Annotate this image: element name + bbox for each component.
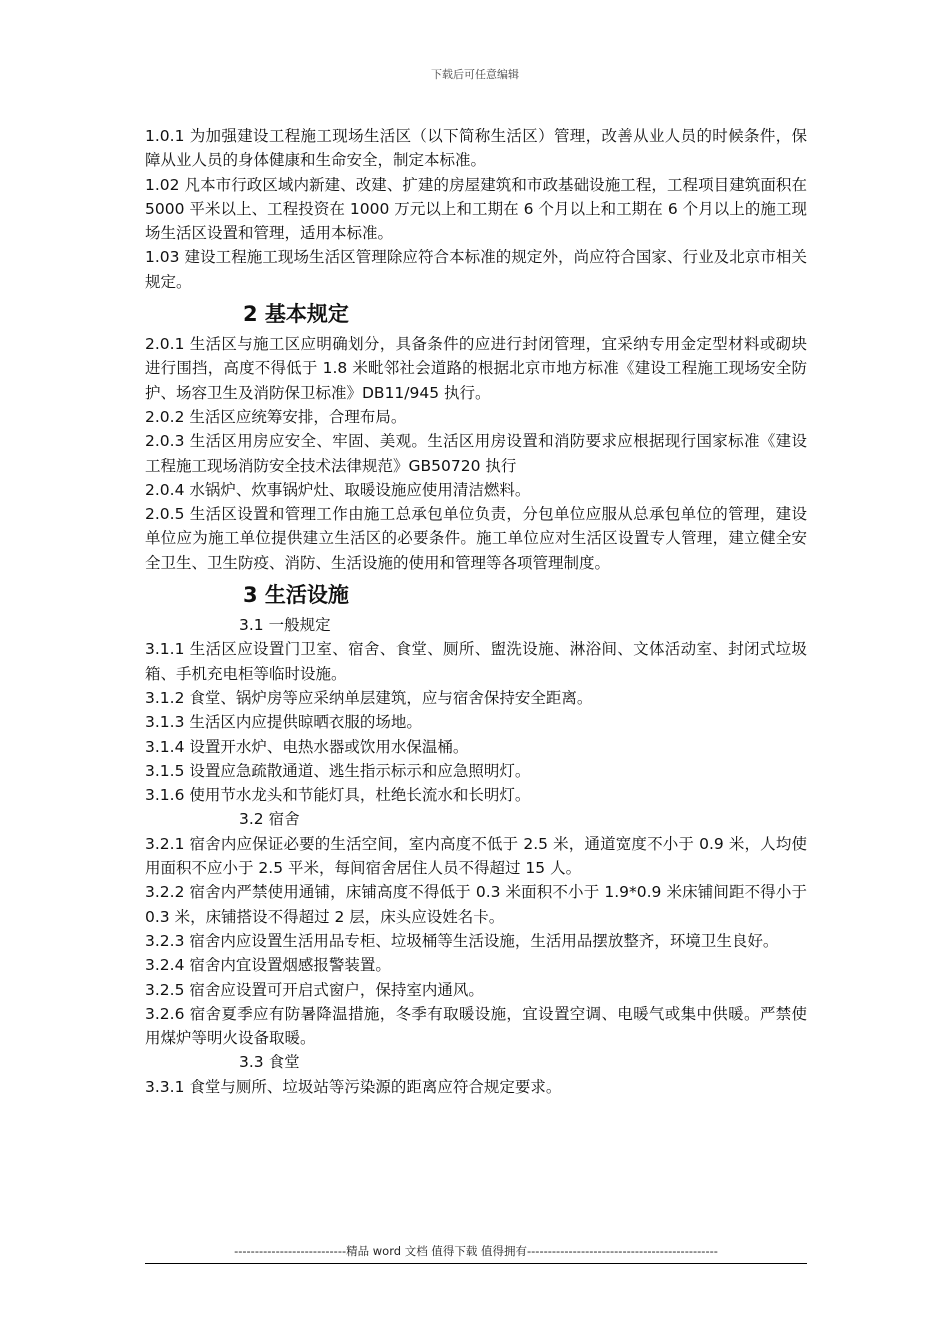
paragraph-3-3-1: 3.3.1 食堂与厕所、垃圾站等污染源的距离应符合规定要求。	[145, 1077, 562, 1096]
footer-divider	[145, 1263, 807, 1264]
paragraph-3-2-5: 3.2.5 宿舍应设置可开启式窗户，保持室内通风。	[145, 980, 484, 999]
section-3-heading: 3 生活设施	[243, 583, 349, 608]
paragraph-1-02: 1.02 凡本市行政区域内新建、改建、扩建的房屋建筑和市政基础设施工程，工程项目建筑面积在 5000 平米以上、工程投资在 1000 万元以上和工期在 6 个月以上和工期在 6 个月以上的施工现场生活区设置和管理，适用本标准。	[145, 175, 807, 243]
paragraph-3-2-1: 3.2.1 宿舍内应保证必要的生活空间，室内高度不低于 2.5 米，通道宽度不小于 0.9 米，人均使用面积不应小于 2.5 平米，每间宿舍居住人员不得超过 15 人。	[145, 834, 807, 878]
paragraph-3-1-4: 3.1.4 设置开水炉、电热水器或饮用水保温桶。	[145, 737, 469, 756]
paragraph-2-0-4: 2.0.4 水锅炉、炊事锅炉灶、取暖设施应使用清洁燃料。	[145, 480, 531, 499]
paragraph-3-2-6: 3.2.6 宿舍夏季应有防暑降温措施，冬季有取暖设施，宜设置空调、电暖气或集中供暖。严禁使用煤炉等明火设备取暖。	[145, 1004, 807, 1048]
paragraph-3-1-6: 3.1.6 使用节水龙头和节能灯具，杜绝长流水和长明灯。	[145, 786, 531, 805]
paragraph-1-0-1: 1.0.1 为加强建设工程施工现场生活区（以下简称生活区）管理，改善从业人员的时候条件，保障从业人员的身体健康和生命安全，制定本标准。	[145, 127, 807, 170]
subsection-3-3-heading: 3.3 食堂	[239, 1053, 300, 1072]
subsection-3-2-heading: 3.2 宿舍	[239, 810, 300, 829]
subsection-3-1-heading: 3.1 一般规定	[239, 616, 331, 635]
paragraph-3-1-1: 3.1.1 生活区应设置门卫室、宿舍、食堂、厕所、盥洗设施、淋浴间、文体活动室、封闭式垃圾箱、手机充电柜等临时设施。	[145, 640, 807, 683]
paragraph-3-1-3: 3.1.3 生活区内应提供晾晒衣服的场地。	[145, 713, 422, 732]
paragraph-3-1-2: 3.1.2 食堂、锅炉房等应采纳单层建筑，应与宿舍保持安全距离。	[145, 688, 593, 707]
paragraph-3-2-2: 3.2.2 宿舍内严禁使用通铺，床铺高度不得低于 0.3 米面积不小于 1.9*0.9 米床铺间距不得小于 0.3 米，床铺搭设不得超过 2 层，床头应设姓名卡。	[145, 883, 807, 926]
section-1	[145, 124, 807, 294]
paragraph-2-0-1: 2.0.1 生活区与施工区应明确划分，具备条件的应进行封闭管理，宜采纳专用金定型材料或砌块进行围挡，高度不得低于 1.8 米毗邻社会道路的根据北京市地方标准《建设工程施工现场安全防护、场容卫生及消防保卫标准》DB11/945 执行。	[145, 335, 807, 402]
paragraph-2-0-5: 2.0.5 生活区设置和管理工作由施工总承包单位负责，分包单位应服从总承包单位的管理，建设单位应为施工单位提供建立生活区的必要条件。施工单位应对生活区设置专人管理，建立健全安全卫生、卫生防疫、消防、生活设施的使用和管理等各项管理制度。	[145, 505, 807, 572]
paragraph-2-0-3: 2.0.3 生活区用房应安全、牢固、美观。生活区用房设置和消防要求应根据现行国家标准《建设工程施工现场消防安全技术法律规范》GB50720 执行	[145, 432, 807, 475]
page-footer: ---------------------------精品 word 文档 值得下载 值得拥有----------------------------------------------	[234, 1244, 718, 1258]
paragraph-3-1-5: 3.1.5 设置应急疏散通道、逃生指示标示和应急照明灯。	[145, 761, 531, 780]
section-2	[145, 302, 807, 575]
paragraph-3-2-4: 3.2.4 宿舍内宜设置烟感报警装置。	[145, 956, 391, 975]
paragraph-3-2-3: 3.2.3 宿舍内应设置生活用品专柜、垃圾桶等生活设施，生活用品摆放整齐，环境卫生良好。	[145, 931, 779, 950]
section-3	[145, 583, 807, 1099]
document-body	[145, 124, 807, 1099]
page-header: 下载后可任意编辑	[431, 68, 519, 81]
paragraph-1-03: 1.03 建设工程施工现场生活区管理除应符合本标准的规定外，尚应符合国家、行业及北京市相关规定。	[145, 248, 807, 291]
paragraph-2-0-2: 2.0.2 生活区应统筹安排，合理布局。	[145, 407, 407, 426]
section-2-heading: 2 基本规定	[243, 302, 349, 327]
